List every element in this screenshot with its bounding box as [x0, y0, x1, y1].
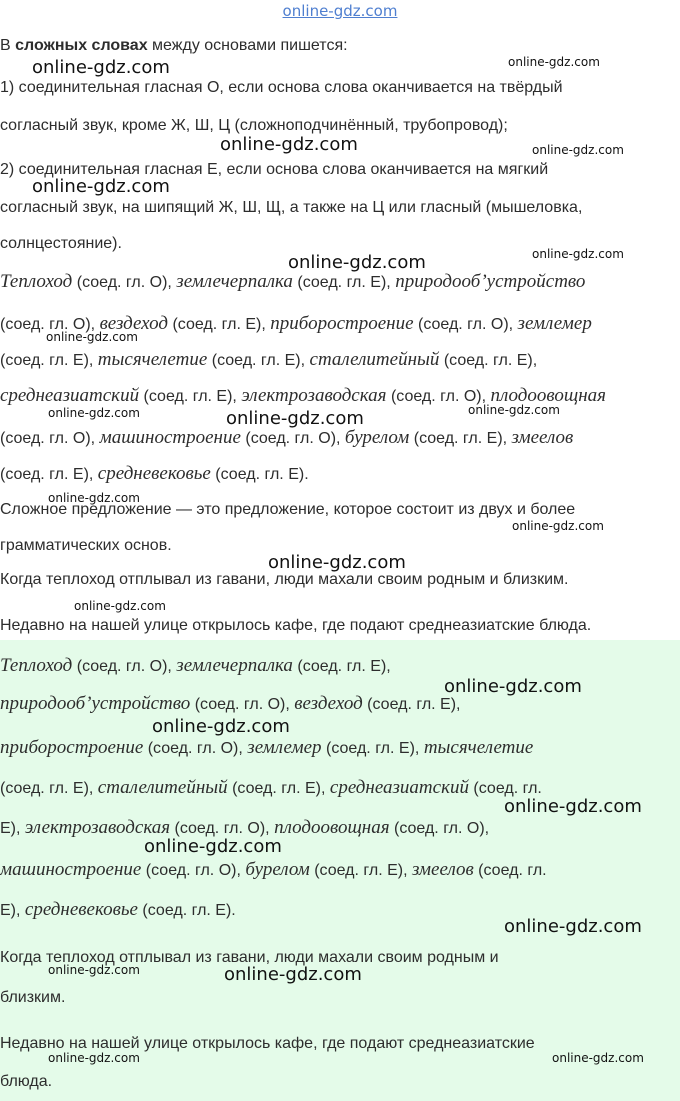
word-5: приборостроение [270, 313, 414, 334]
rule1-line-b: согласный звук, кроме Ж, Ш, Ц (сложноподчинённый, трубопровод); [0, 117, 508, 134]
answer-line-3 [0, 738, 533, 759]
word-3: природооб’устройство [395, 271, 586, 292]
answer-line-7 [0, 900, 236, 921]
watermark: online-gdz.com [48, 406, 140, 420]
site-header-link[interactable]: online-gdz.com [282, 2, 398, 20]
watermark: online-gdz.com [32, 176, 170, 197]
answer-note-9-end: Е), [0, 820, 21, 837]
note-15: (соед. гл. Е). [215, 466, 309, 483]
word-14: змеелов [511, 427, 574, 448]
note-5: (соед. гл. О), [417, 316, 514, 333]
word-2: землечерпалка [176, 271, 293, 292]
answer-word-2: землечерпалка [176, 655, 293, 676]
watermark: online-gdz.com [504, 796, 642, 817]
word-9: среднеазиатский [0, 385, 140, 406]
watermark: online-gdz.com [224, 964, 362, 985]
example-sentence-2: Недавно на нашей улице открылось кафе, где подают среднеазиатские блюда. [0, 617, 592, 634]
answer-line-2 [0, 694, 461, 715]
watermark: online-gdz.com [532, 247, 624, 261]
answer-note-8: (соед. гл. Е), [232, 780, 326, 797]
watermark: online-gdz.com [74, 599, 166, 613]
answer-word-12: машиностроение [0, 859, 142, 880]
intro-pre: В [0, 37, 16, 54]
note-3: (соед. гл. О), [0, 316, 96, 333]
intro-post: между основами пишется: [147, 37, 348, 54]
watermark: online-gdz.com [288, 252, 426, 273]
watermark: online-gdz.com [48, 963, 140, 977]
answer-note-2: (соед. гл. Е), [297, 658, 391, 675]
watermark: online-gdz.com [152, 716, 290, 737]
answer-note-10: (соед. гл. О), [174, 820, 270, 837]
watermark: online-gdz.com [48, 1051, 140, 1065]
answer-line-6 [0, 860, 547, 881]
watermark: online-gdz.com [468, 403, 560, 417]
note-13: (соед. гл. Е), [413, 430, 508, 447]
intro-bold: сложных словах [15, 37, 148, 54]
words-line-5 [0, 428, 573, 449]
word-10: электрозаводская [241, 385, 387, 406]
word-11: плодоовощная [490, 385, 606, 406]
answer-line-4 [0, 778, 542, 799]
watermark: online-gdz.com [48, 491, 140, 505]
example-sentence-1: Когда теплоход отплывал из гавани, люди махали своим родным и близким. [0, 571, 569, 588]
answer-note-12: (соед. гл. О), [145, 862, 241, 879]
note-8: (соед. гл. Е), [443, 352, 538, 369]
watermark: online-gdz.com [444, 676, 582, 697]
word-15: средневековье [97, 463, 211, 484]
words-line-3 [0, 350, 537, 371]
intro-line [0, 36, 348, 56]
answer-note-9-start: (соед. гл. [473, 780, 542, 797]
watermark: online-gdz.com [226, 408, 364, 429]
watermark: online-gdz.com [504, 916, 642, 937]
answer-sentence-2-a: Недавно на нашей улице открылось кафе, где подают среднеазиатские [0, 1035, 535, 1052]
word-8: сталелитейный [309, 349, 440, 370]
answer-note-11: (соед. гл. О), [394, 820, 490, 837]
note-10: (соед. гл. О), [390, 388, 487, 405]
answer-sentence-1-b: близким. [0, 989, 66, 1006]
watermark: online-gdz.com [512, 519, 604, 533]
words-line-1 [0, 272, 585, 293]
answer-note-15: (соед. гл. Е). [142, 902, 236, 919]
note-11: (соед. гл. О), [0, 430, 96, 447]
watermark: online-gdz.com [220, 134, 358, 155]
note-9: (соед. гл. Е), [143, 388, 237, 405]
answer-word-15: средневековье [24, 899, 138, 920]
watermark: online-gdz.com [552, 1051, 644, 1065]
rule2-line-c: солнцестояние). [0, 235, 122, 252]
watermark: online-gdz.com [46, 330, 138, 344]
answer-word-6: землемер [247, 737, 322, 758]
answer-sentence-2-b: блюда. [0, 1073, 53, 1090]
answer-word-1: Теплоход [0, 655, 73, 676]
answer-note-4: (соед. гл. Е), [367, 696, 461, 713]
answer-word-10: электрозаводская [24, 817, 171, 838]
word-12: машиностроение [99, 427, 241, 448]
watermark: online-gdz.com [268, 552, 406, 573]
definition-line-b: грамматических основ. [0, 537, 172, 554]
rule2-line-b: согласный звук, на шипящий Ж, Ш, Щ, а также на Ц или гласный (мышеловка, [0, 199, 583, 216]
answer-word-5: приборостроение [0, 737, 144, 758]
answer-word-8: сталелитейный [97, 777, 228, 798]
watermark: online-gdz.com [32, 57, 170, 78]
watermark: online-gdz.com [508, 55, 600, 69]
answer-note-3: (соед. гл. О), [194, 696, 290, 713]
answer-word-4: вездеход [294, 693, 363, 714]
answer-word-3: природооб’устройство [0, 693, 191, 714]
answer-note-7: (соед. гл. Е), [0, 780, 94, 797]
word-13: бурелом [344, 427, 410, 448]
answer-note-5: (соед. гл. О), [147, 740, 243, 757]
word-6: землемер [517, 313, 592, 334]
words-line-6 [0, 464, 309, 485]
answer-word-11: плодоовощная [274, 817, 390, 838]
rule1-line-a: 1) соединительная гласная О, если основа слова оканчивается на твёрдый [0, 79, 563, 96]
answer-note-6: (соед. гл. Е), [326, 740, 420, 757]
answer-note-13: (соед. гл. Е), [314, 862, 408, 879]
answer-word-7: тысячелетие [423, 737, 534, 758]
note-12: (соед. гл. О), [245, 430, 341, 447]
answer-word-14: змеелов [411, 859, 474, 880]
word-4: вездеход [99, 313, 169, 334]
answer-note-1: (соед. гл. О), [76, 658, 172, 675]
answer-note-14-end: Е), [0, 902, 21, 919]
note-4: (соед. гл. Е), [172, 316, 266, 333]
note-2: (соед. гл. Е), [297, 274, 391, 291]
rule2-line-a: 2) соединительная гласная Е, если основа слова оканчивается на мягкий [0, 161, 549, 178]
note-6: (соед. гл. Е), [0, 352, 94, 369]
answer-note-14-start: (соед. гл. [478, 862, 547, 879]
note-1: (соед. гл. О), [76, 274, 172, 291]
word-7: тысячелетие [97, 349, 208, 370]
note-14: (соед. гл. Е), [0, 466, 94, 483]
watermark: online-gdz.com [144, 836, 282, 857]
definition-line-a: Сложное предложение — это предложение, которое состоит из двух и более [0, 501, 576, 518]
note-7: (соед. гл. Е), [211, 352, 306, 369]
answer-line-1 [0, 656, 391, 677]
answer-word-9: среднеазиатский [329, 777, 469, 798]
answer-word-13: бурелом [245, 859, 310, 880]
word-1: Теплоход [0, 271, 73, 292]
watermark: online-gdz.com [532, 143, 624, 157]
answer-sentence-1-a: Когда теплоход отплывал из гавани, люди махали своим родным и [0, 949, 499, 966]
